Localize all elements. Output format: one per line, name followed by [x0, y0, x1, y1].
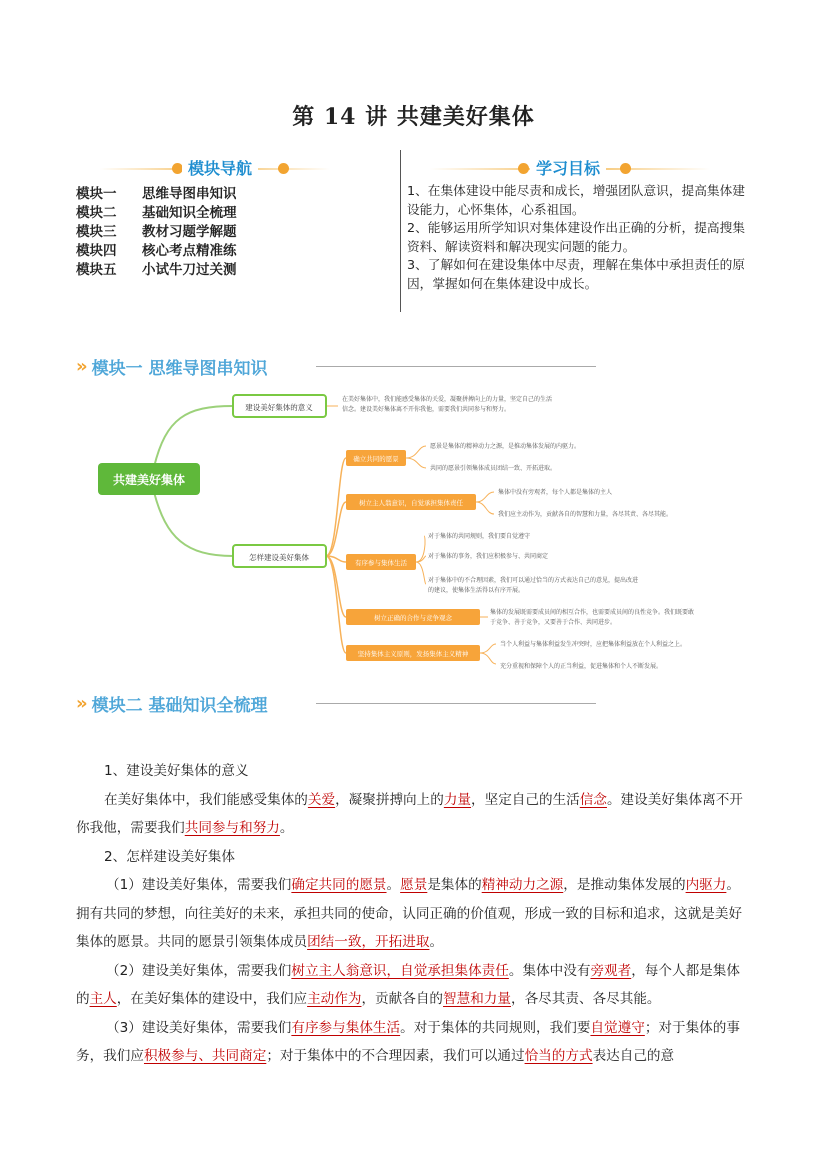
text-run: （3）建设美好集体，需要我们	[106, 1019, 292, 1036]
knowledge-body	[76, 757, 752, 1071]
section-heading-2: » 模块二 基础知识全梳理	[76, 689, 596, 717]
text-run: ，是推动集体发展的	[563, 877, 686, 893]
key-term: 内驱力	[685, 877, 727, 893]
key-term: 共同参与和努力	[184, 820, 280, 836]
nav-header: 模块导航	[100, 156, 330, 182]
text-run: 在美好集体中，我们能感受集体的	[104, 791, 308, 808]
text-run: 。	[429, 934, 444, 950]
key-term: 关爱	[307, 791, 336, 808]
paragraph	[76, 957, 752, 1014]
svg-text:对于集体的事务，我们应积极参与、共同商定: 对于集体的事务，我们应积极参与、共同商定	[428, 553, 549, 560]
svg-text:树立主人翁意识，自觉承担集体责任: 树立主人翁意识，自觉承担集体责任	[359, 499, 463, 507]
goals-header: 学习目标	[430, 156, 710, 182]
svg-text:树立正确的合作与竞争观念: 树立正确的合作与竞争观念	[374, 614, 452, 622]
svg-text:建设美好集体的意义: 建设美好集体的意义	[245, 403, 313, 412]
key-term: 自觉遵守	[590, 1019, 645, 1036]
list-item: 模块三 教材习题学解题	[76, 224, 237, 240]
key-term: 主动作为	[307, 991, 362, 1007]
svg-text:集体中没有旁观者，每个人都是集体的主人: 集体中没有旁观者，每个人都是集体的主人	[498, 489, 613, 496]
text-run: 。对于集体的共同规则，我们要	[400, 1019, 591, 1036]
key-term: 团结一致，开拓进取	[307, 934, 430, 950]
subheading: 2、怎样建设美好集体	[104, 848, 235, 865]
mindmap-root-label: 共建美好集体	[112, 473, 186, 487]
svg-text:充分重视和保障个人的正当利益，促进集体和个人不断发展。: 充分重视和保障个人的正当利益，促进集体和个人不断发展。	[500, 663, 663, 670]
key-term: 信念	[579, 791, 607, 808]
text-run: 。	[279, 820, 294, 836]
list-item: 模块四 核心考点精准练	[76, 243, 237, 259]
key-term: 精神动力之源	[481, 877, 564, 893]
text-run: ；对于集体的事务，我们应	[76, 1019, 740, 1064]
text-run: ，每个人都是集体的	[76, 962, 740, 1007]
paragraph	[76, 786, 752, 843]
svg-text:对于集体中的不合理因素，我们可以通过恰当的方式表达自己的意见: 对于集体中的不合理因素，我们可以通过恰当的方式表达自己的意见，提出改进	[428, 577, 639, 584]
list-item: 模块二 基础知识全梳理	[76, 205, 237, 221]
text-run: 表达自己的意	[592, 1048, 675, 1064]
svg-text:有序参与集体生活: 有序参与集体生活	[355, 559, 407, 567]
page-title: 第 14 讲 共建美好集体	[292, 104, 535, 130]
svg-text:在美好集体中，我们能感受集体的关爱，凝聚拼搏向上的力量，坚定: 在美好集体中，我们能感受集体的关爱，凝聚拼搏向上的力量，坚定自己的生活	[342, 396, 553, 403]
svg-text:对于集体的共同规则，我们要自觉遵守: 对于集体的共同规则，我们要自觉遵守	[428, 533, 531, 540]
text-run: ，各尽其责、各尽其能。	[511, 991, 661, 1007]
divider	[400, 150, 401, 312]
svg-text:坚持集体主义原则，发扬集体主义精神: 坚持集体主义原则，发扬集体主义精神	[357, 650, 469, 658]
double-chevron-icon: »	[76, 692, 84, 714]
section-heading-1: » 模块一 思维导图串知识	[76, 352, 596, 380]
list-item: 模块一 思维导图串知识	[76, 186, 237, 202]
key-term: 确定共同的愿景	[291, 877, 387, 893]
text-run: ，凝聚拼搏向上的	[335, 791, 444, 808]
list-item: 模块五 小试牛刀过关测	[76, 262, 237, 278]
svg-text:确立共同的愿景: 确立共同的愿景	[353, 455, 399, 463]
key-term: 有序参与集体生活	[291, 1019, 401, 1036]
module-nav-list	[76, 185, 237, 280]
text-run: 。建设美好集体离不开你我他，需要我们	[76, 791, 743, 836]
svg-text:当个人利益与集体利益发生冲突时，应把集体利益放在个人利益之上: 当个人利益与集体利益发生冲突时，应把集体利益放在个人利益之上。	[500, 641, 687, 648]
subheading: 1、建设美好集体的意义	[104, 763, 249, 779]
key-term: 积极参与、共同商定	[143, 1048, 267, 1064]
paragraph	[76, 871, 752, 957]
key-term: 愿景	[400, 877, 428, 893]
key-term: 智慧和力量	[443, 991, 511, 1007]
text-run: 是集体的	[427, 877, 482, 893]
text-run: 。拥有共同的梦想，向往美好的未来，承担共同的使命，认同正确的价值观，形成一致的目标和追求，这就是美好集体的愿景。共同的愿景引领集体成员	[76, 877, 743, 950]
svg-text:于竞争、善于竞争，又要善于合作、共同进步。: 于竞争、善于竞争，又要善于合作、共同进步。	[490, 619, 617, 626]
paragraph	[76, 1014, 752, 1071]
text-run: 。集体中没有	[508, 962, 591, 979]
text-run: ，在美好集体的建设中，我们应	[116, 991, 308, 1007]
svg-text:的建议，使集体生活得以有序开展。: 的建议，使集体生活得以有序开展。	[428, 587, 525, 594]
svg-text:怎样建设美好集体: 怎样建设美好集体	[249, 553, 309, 562]
key-term: 主人	[89, 991, 117, 1007]
text-run: （1）建设美好集体，需要我们	[106, 877, 292, 893]
text-run: 。	[386, 877, 401, 893]
svg-text:愿景是集体的精神动力之源，是推动集体发展的内驱力。: 愿景是集体的精神动力之源，是推动集体发展的内驱力。	[430, 443, 581, 450]
svg-text:我们应主动作为，贡献各自的智慧和力量，各尽其责、各尽其能。: 我们应主动作为，贡献各自的智慧和力量，各尽其责、各尽其能。	[498, 511, 673, 518]
key-term: 恰当的方式	[524, 1048, 593, 1064]
text-run: ，坚定自己的生活	[471, 791, 580, 808]
key-term: 旁观者	[590, 962, 632, 979]
text-run: （2）建设美好集体，需要我们	[106, 962, 292, 979]
dot-icon	[518, 163, 529, 174]
svg-text:共同的愿景引领集体成员团结一致、开拓进取。: 共同的愿景引领集体成员团结一致、开拓进取。	[430, 465, 557, 472]
learning-goals: 1、在集体建设中能尽责和成长，增强团队意识，提高集体建设能力，心怀集体，心系祖国。 2、能够运用所学知识对集体建设作出正确的分析，提高搜集资料、解读资料和解决现实问题的能力。 3、了解如何在建设集体中尽责，理解在集体中承担责任的原因，掌握如何在集体建设中成长。	[407, 183, 745, 291]
text-run: ；对于集体中的不合理因素，我们可以通过	[266, 1048, 525, 1064]
dot-icon	[278, 163, 289, 174]
text-run: ，贡献各自的	[361, 991, 444, 1007]
svg-text:信念。建设美好集体离不开你我他，需要我们共同参与和努力。: 信念。建设美好集体离不开你我他，需要我们共同参与和努力。	[342, 406, 511, 413]
double-chevron-icon: »	[76, 355, 84, 377]
key-term: 力量	[443, 791, 472, 808]
dot-icon	[620, 163, 631, 174]
svg-text:集体的发展既需要成员间的相互合作，也需要成员间的良性竞争。我: 集体的发展既需要成员间的相互合作，也需要成员间的良性竞争。我们既要敢	[490, 609, 695, 616]
mind-map	[76, 378, 736, 678]
key-term: 树立主人翁意识，自觉承担集体责任	[291, 962, 509, 979]
